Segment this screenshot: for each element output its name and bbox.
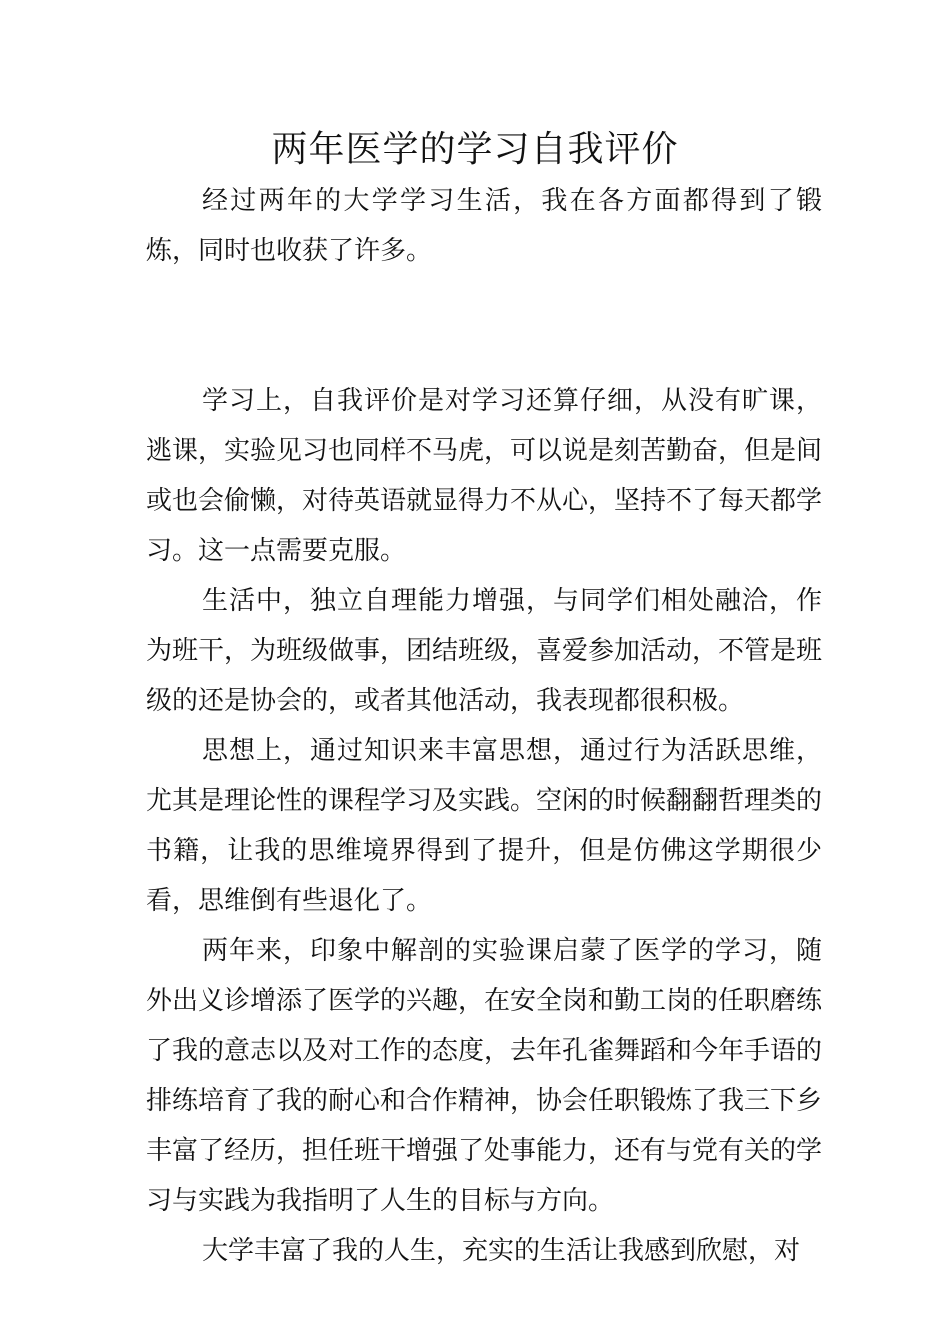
- paragraph-intro: 经过两年的大学学习生活，我在各方面都得到了锻炼，同时也收获了许多。: [146, 186, 822, 266]
- paragraph-life: 生活中，独立自理能力增强，与同学们相处融洽，作为班干，为班级做事，团结班级，喜爱参加活动，不管是班级的还是协会的，或者其他活动，我表现都很积极。: [146, 586, 823, 716]
- paragraph-thought: 思想上，通过知识来丰富思想，通过行为活跃思维，尤其是理论性的课程学习及实践。空闲的时候翻翻哲理类的书籍，让我的思维境界得到了提升，但是仿佛这学期很少看，思维倒有些退化了。: [146, 736, 823, 916]
- paragraph-conclusion: 大学丰富了我的人生，充实的生活让我感到欣慰，对: [202, 1236, 801, 1266]
- paragraph-study: 学习上，自我评价是对学习还算仔细，从没有旷课，逃课，实验见习也同样不马虎，可以说是刻苦勤奋，但是间或也会偷懒，对待英语就显得力不从心，坚持不了每天都学习。这一点需要克服。: [146, 386, 823, 566]
- paragraph-two-years: 两年来，印象中解剖的实验课启蒙了医学的学习，随外出义诊增添了医学的兴趣，在安全岗和勤工岗的任职磨练了我的意志以及对工作的态度，去年孔雀舞蹈和今年手语的排练培育了我的耐心和合作精神，协会任职锻炼了我三下乡丰富了经历，担任班干增强了处事能力，还有与党有关的学习与实践为我指明了人生的目标与方向。: [146, 936, 823, 1216]
- paragraph-spacer: [146, 326, 822, 376]
- document-title: 两年医学的学习自我评价: [271, 129, 679, 170]
- paragraph-spacer: [146, 276, 822, 326]
- document-body: [146, 176, 822, 1276]
